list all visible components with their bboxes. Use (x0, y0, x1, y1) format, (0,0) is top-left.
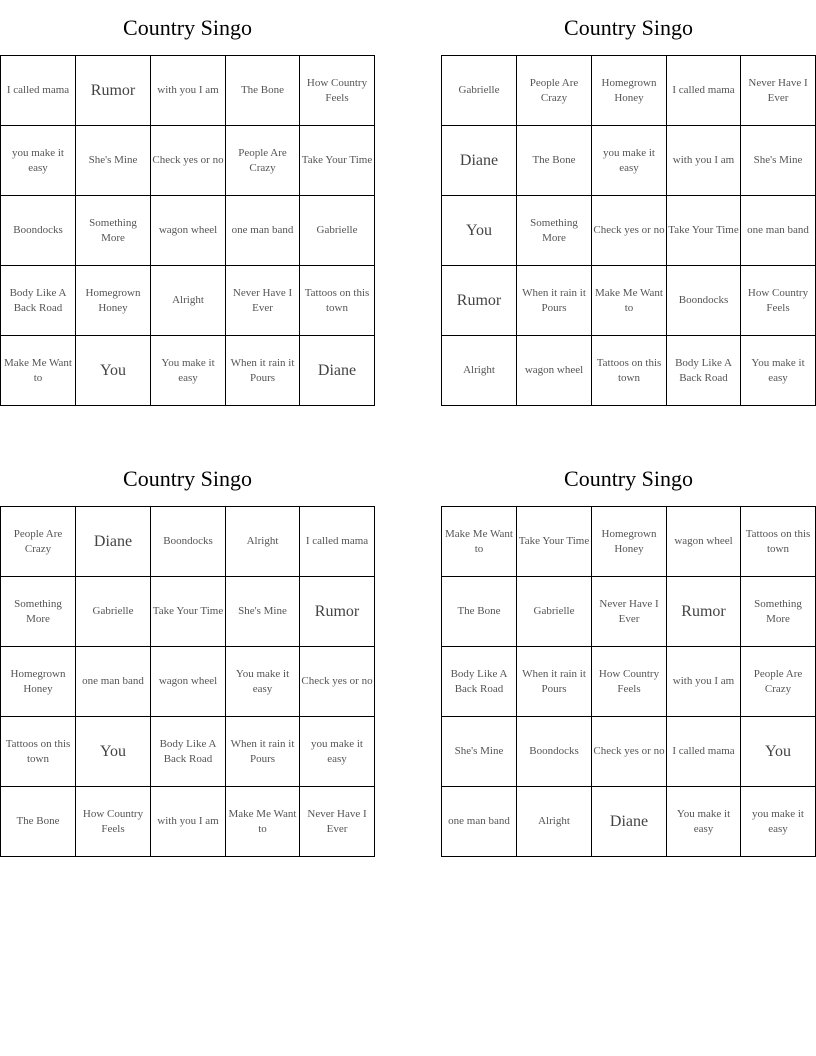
bingo-cell: with you I am (151, 56, 226, 126)
bingo-cell: Gabrielle (442, 56, 517, 126)
bingo-cell: wagon wheel (151, 647, 226, 717)
bingo-cell: with you I am (151, 787, 226, 857)
bingo-cell: You (76, 717, 151, 787)
bingo-cell: Diane (76, 507, 151, 577)
bingo-cell: Homegrown Honey (76, 266, 151, 336)
bingo-cell: one man band (76, 647, 151, 717)
bingo-cell: When it rain it Pours (517, 266, 592, 336)
bingo-cell: You make it easy (667, 787, 741, 857)
bingo-cell: Something More (1, 577, 76, 647)
bingo-cell: Gabrielle (76, 577, 151, 647)
bingo-cell: Never Have I Ever (592, 577, 667, 647)
bingo-cell: you make it easy (741, 787, 816, 857)
bingo-cell: When it rain it Pours (226, 336, 300, 406)
bingo-cell: You (741, 717, 816, 787)
bingo-cell: How Country Feels (300, 56, 375, 126)
bingo-cell: Alright (442, 336, 517, 406)
bingo-cell: Gabrielle (517, 577, 592, 647)
bingo-cell: wagon wheel (151, 196, 226, 266)
bingo-cell: Make Me Want to (226, 787, 300, 857)
bingo-cell: Check yes or no (592, 196, 667, 266)
bingo-cell: When it rain it Pours (226, 717, 300, 787)
card-title: Country Singo (123, 466, 252, 491)
bingo-cell: Rumor (442, 266, 517, 336)
bingo-cell: You make it easy (226, 647, 300, 717)
bingo-cell: Take Your Time (517, 507, 592, 577)
bingo-cell: Rumor (300, 577, 375, 647)
bingo-cell: one man band (741, 196, 816, 266)
bingo-card-3 (0, 451, 375, 857)
bingo-cell: Make Me Want to (592, 266, 667, 336)
bingo-cell: Never Have I Ever (226, 266, 300, 336)
bingo-cell: I called mama (1, 56, 76, 126)
bingo-cell: Alright (226, 507, 300, 577)
bingo-cell: with you I am (667, 126, 741, 196)
bingo-cell: When it rain it Pours (517, 647, 592, 717)
bingo-cell: Check yes or no (592, 717, 667, 787)
bingo-grid (441, 506, 816, 857)
bingo-cell: People Are Crazy (1, 507, 76, 577)
bingo-cell: Diane (592, 787, 667, 857)
bingo-cell: you make it easy (592, 126, 667, 196)
bingo-cell: Boondocks (151, 507, 226, 577)
bingo-cell: How Country Feels (741, 266, 816, 336)
bingo-cell: Tattoos on this town (1, 717, 76, 787)
bingo-cell: Diane (300, 336, 375, 406)
bingo-cell: Never Have I Ever (741, 56, 816, 126)
bingo-cell: Make Me Want to (1, 336, 76, 406)
bingo-card-1 (0, 0, 375, 406)
bingo-cell: How Country Feels (76, 787, 151, 857)
bingo-cell: Homegrown Honey (592, 507, 667, 577)
bingo-cell: Something More (517, 196, 592, 266)
bingo-cell: You (442, 196, 517, 266)
bingo-cell: one man band (442, 787, 517, 857)
bingo-cell: Boondocks (517, 717, 592, 787)
bingo-cell: The Bone (1, 787, 76, 857)
bingo-cell: Make Me Want to (442, 507, 517, 577)
bingo-grid (0, 506, 375, 857)
bingo-cell: you make it easy (1, 126, 76, 196)
bingo-cell: She's Mine (226, 577, 300, 647)
bingo-cell: She's Mine (741, 126, 816, 196)
bingo-cell: wagon wheel (667, 507, 741, 577)
bingo-cell: Take Your Time (151, 577, 226, 647)
bingo-cell: Take Your Time (667, 196, 741, 266)
card-title: Country Singo (564, 466, 693, 491)
bingo-cell: You make it easy (741, 336, 816, 406)
bingo-cell: How Country Feels (592, 647, 667, 717)
bingo-cell: Homegrown Honey (1, 647, 76, 717)
bingo-cell: Boondocks (1, 196, 76, 266)
card-title: Country Singo (564, 15, 693, 40)
bingo-cell: Take Your Time (300, 126, 375, 196)
bingo-cell: Rumor (76, 56, 151, 126)
bingo-cell: Diane (442, 126, 517, 196)
bingo-cell: People Are Crazy (517, 56, 592, 126)
bingo-cell: I called mama (667, 717, 741, 787)
bingo-card-4 (441, 451, 816, 857)
bingo-cell: Body Like A Back Road (667, 336, 741, 406)
bingo-cell: Body Like A Back Road (151, 717, 226, 787)
bingo-cell: People Are Crazy (226, 126, 300, 196)
bingo-cell: wagon wheel (517, 336, 592, 406)
bingo-cell: Alright (151, 266, 226, 336)
bingo-cell: with you I am (667, 647, 741, 717)
bingo-cell: People Are Crazy (741, 647, 816, 717)
bingo-cell: The Bone (442, 577, 517, 647)
bingo-cell: You make it easy (151, 336, 226, 406)
bingo-cell: one man band (226, 196, 300, 266)
bingo-grid (0, 55, 375, 406)
bingo-cell: Check yes or no (151, 126, 226, 196)
bingo-cell: Tattoos on this town (300, 266, 375, 336)
card-title: Country Singo (123, 15, 252, 40)
bingo-cell: Gabrielle (300, 196, 375, 266)
bingo-cell: The Bone (517, 126, 592, 196)
bingo-cell: Never Have I Ever (300, 787, 375, 857)
bingo-cell: Tattoos on this town (592, 336, 667, 406)
bingo-cell: She's Mine (76, 126, 151, 196)
bingo-cell: Something More (741, 577, 816, 647)
bingo-cell: I called mama (300, 507, 375, 577)
bingo-cell: Something More (76, 196, 151, 266)
bingo-card-2 (441, 0, 816, 406)
bingo-cell: you make it easy (300, 717, 375, 787)
bingo-cell: Body Like A Back Road (442, 647, 517, 717)
bingo-cell: Body Like A Back Road (1, 266, 76, 336)
bingo-cell: Check yes or no (300, 647, 375, 717)
bingo-grid (441, 55, 816, 406)
bingo-cell: I called mama (667, 56, 741, 126)
bingo-cell: Rumor (667, 577, 741, 647)
bingo-cell: Alright (517, 787, 592, 857)
bingo-cell: Tattoos on this town (741, 507, 816, 577)
bingo-cell: Boondocks (667, 266, 741, 336)
bingo-cell: The Bone (226, 56, 300, 126)
bingo-cell: She's Mine (442, 717, 517, 787)
bingo-cell: You (76, 336, 151, 406)
bingo-cell: Homegrown Honey (592, 56, 667, 126)
